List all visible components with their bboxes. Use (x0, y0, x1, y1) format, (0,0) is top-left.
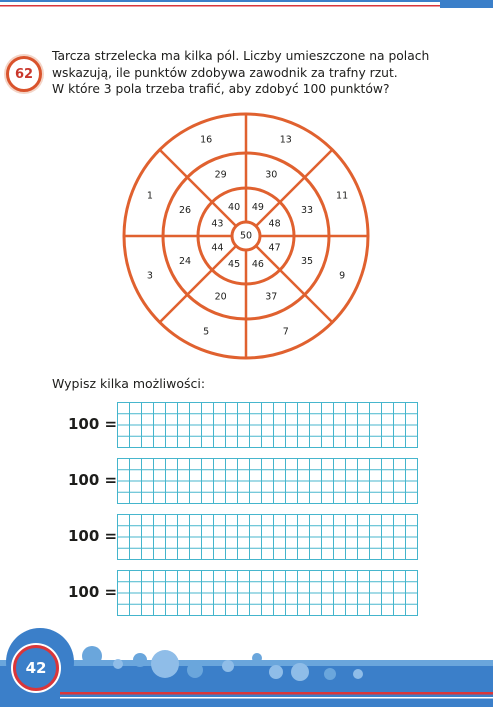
task-line: W które 3 pola trzeba trafić, aby zdobyć 100 punktów? (52, 82, 390, 96)
footer-decoration (0, 620, 493, 707)
target-field-outer: 11 (336, 190, 349, 202)
equation-label: 100 = (68, 415, 118, 433)
target-field-middle: 26 (178, 205, 192, 217)
task-number-badge (6, 56, 42, 92)
target-field-outer: 16 (200, 134, 213, 146)
target-field-inner: 44 (211, 242, 224, 254)
answer-row-2 (68, 458, 428, 504)
task-line: wskazują, ile punktów zdobywa zawodnik za trafny rzut. (52, 65, 398, 80)
target-field-inner: 43 (211, 218, 224, 230)
target-field-middle: 37 (265, 291, 278, 303)
target-field-outer: 9 (339, 270, 346, 282)
target-field-middle: 24 (178, 255, 192, 267)
equation-label: 100 = (68, 527, 118, 545)
target-field-middle: 30 (265, 169, 278, 181)
target-field-outer: 3 (146, 270, 153, 282)
answer-grid[interactable] (117, 514, 418, 560)
target-divider (256, 246, 332, 322)
target-field-outer: 7 (282, 326, 289, 338)
task-line: Tarcza strzelecka ma kilka pól. Liczby umieszczone na polach (52, 49, 430, 63)
target-field-middle: 33 (300, 205, 314, 217)
target-field-inner: 46 (251, 259, 264, 271)
header-decoration (0, 0, 493, 32)
target-divider (160, 246, 236, 322)
answer-grid[interactable] (117, 402, 418, 448)
answer-row-1 (68, 402, 428, 448)
answer-row-3 (68, 514, 428, 560)
target-divider (160, 150, 236, 226)
shooting-target (120, 110, 372, 362)
target-field-outer: 13 (279, 134, 292, 146)
page-number-badge (13, 645, 59, 691)
answer-grid[interactable] (117, 458, 418, 504)
answer-grid[interactable] (117, 570, 418, 616)
equation-label: 100 = (68, 471, 118, 489)
target-field-inner: 40 (228, 201, 241, 213)
target-field-middle: 20 (214, 291, 227, 303)
target-field-inner: 48 (268, 218, 281, 230)
target-field-outer: 1 (146, 190, 153, 202)
task-description (52, 48, 452, 98)
target-field-outer: 5 (203, 326, 210, 338)
target-field-middle: 29 (214, 169, 227, 181)
task-number: 62 (14, 66, 34, 82)
equation-label: 100 = (68, 583, 118, 601)
target-divider (256, 150, 332, 226)
target-field-middle: 35 (300, 255, 314, 267)
page-number: 42 (25, 659, 47, 677)
target-field-inner: 45 (228, 259, 241, 271)
target-field-inner: 47 (268, 242, 281, 254)
answer-row-4 (68, 570, 428, 616)
target-field-center: 50 (239, 230, 253, 242)
target-field-inner: 49 (251, 201, 264, 213)
instruction-text: Wypisz kilka możliwości: (52, 376, 206, 391)
